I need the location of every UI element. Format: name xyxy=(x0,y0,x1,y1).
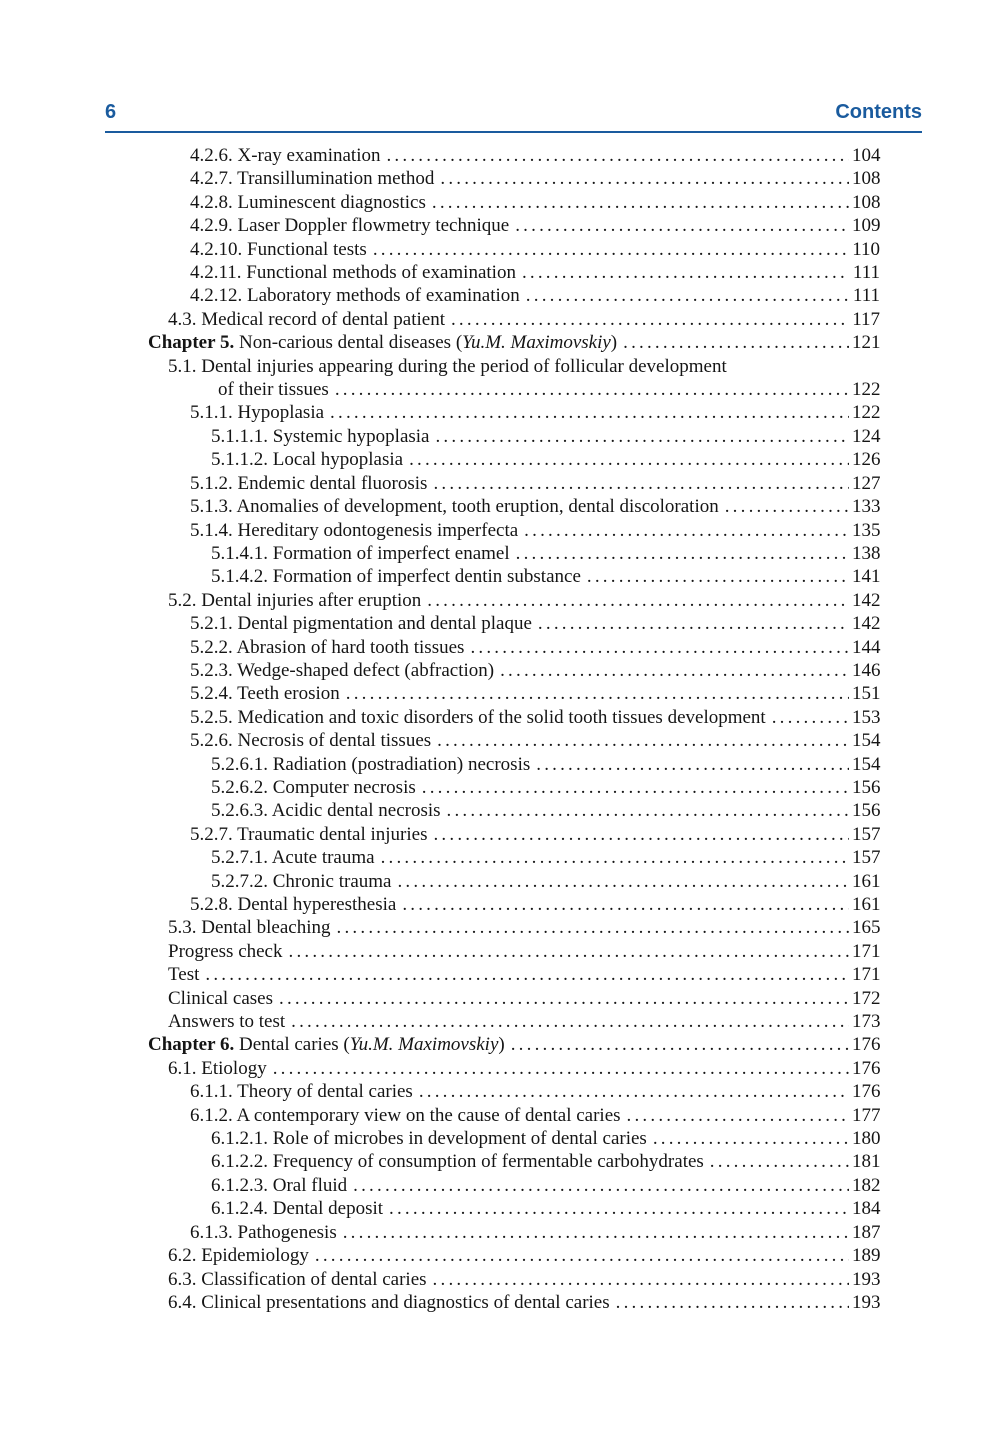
toc-entry-label xyxy=(190,495,719,518)
toc-entry xyxy=(105,729,880,752)
dot-leader xyxy=(451,308,849,331)
toc-entry-segment: 5.2.7. Traumatic dental injuries xyxy=(190,823,428,845)
toc-entry-label xyxy=(211,1197,383,1220)
toc-entry-page: 161 xyxy=(852,894,881,915)
toc-entry-page: 157 xyxy=(852,847,881,869)
toc-entry-page: 189 xyxy=(852,1245,881,1267)
dot-leader xyxy=(432,191,849,214)
dot-leader xyxy=(435,425,849,448)
toc-entry-segment: 6.1.2. A contemporary view on the cause of dental caries xyxy=(190,1104,621,1126)
toc-entry-segment: Dental caries ( xyxy=(234,1034,350,1056)
dot-leader xyxy=(422,776,849,799)
toc-entry-segment: 5.2.7.1. Acute trauma xyxy=(211,847,375,869)
toc-entry xyxy=(105,1268,880,1291)
toc-entry xyxy=(105,753,880,776)
toc-entry-segment: 5.3. Dental bleaching xyxy=(168,917,331,939)
toc-entry-segment: of their tissues xyxy=(218,379,329,401)
dot-leader xyxy=(397,870,849,893)
toc-entry-label xyxy=(211,448,403,471)
toc-entry xyxy=(105,987,880,1010)
toc-entry-segment: 4.2.7. Transillumination method xyxy=(190,168,435,190)
toc-entry-page: 165 xyxy=(852,917,881,939)
dot-leader xyxy=(538,612,849,635)
toc-entry-page: 156 xyxy=(852,800,881,822)
toc-entry-segment: 5.2.6.2. Computer necrosis xyxy=(211,776,416,798)
toc-entry-label xyxy=(148,331,617,354)
toc-entry-segment: 4.2.11. Functional methods of examination xyxy=(190,262,516,284)
toc-entry-label xyxy=(211,565,581,588)
toc-entry-label xyxy=(168,589,421,612)
toc-entry-label xyxy=(211,870,391,893)
toc-entry-segment: 5.2.4. Teeth erosion xyxy=(190,683,340,705)
toc-entry-page: 181 xyxy=(852,1151,881,1173)
toc-entry-label xyxy=(211,846,375,869)
toc-entry xyxy=(105,1197,880,1220)
dot-leader xyxy=(335,378,849,401)
toc-entry-segment: 5.1.1.2. Local hypoplasia xyxy=(211,449,404,471)
toc-entry-segment: 5.1.1.1. Systemic hypoplasia xyxy=(211,425,430,447)
dot-leader xyxy=(373,238,849,261)
toc-entry xyxy=(105,1057,880,1080)
toc-entry-label xyxy=(190,1221,337,1244)
dot-leader xyxy=(353,1174,849,1197)
toc-entry xyxy=(105,823,880,846)
toc-entry-label xyxy=(211,542,510,565)
dot-leader xyxy=(205,963,849,986)
toc-entry xyxy=(105,636,880,659)
toc-entry xyxy=(105,706,880,729)
toc-entry-segment: 5.2.3. Wedge-shaped defect (abfraction) xyxy=(190,659,495,681)
dot-leader xyxy=(291,1010,849,1033)
toc-entry-segment: Progress check xyxy=(168,940,283,962)
toc-entry-page: 142 xyxy=(852,589,881,611)
toc-entry-page: 156 xyxy=(852,776,881,798)
toc-entry-page: 154 xyxy=(852,730,881,752)
dot-leader xyxy=(337,916,849,939)
dot-leader xyxy=(437,729,849,752)
toc-entry-segment: Answers to test xyxy=(168,1011,286,1033)
toc-entry-segment: 5.1.2. Endemic dental fluorosis xyxy=(190,472,428,494)
toc-entry-label xyxy=(168,355,727,378)
toc-entry xyxy=(105,472,880,495)
toc-entry xyxy=(105,331,880,354)
toc-entry-page: 146 xyxy=(852,659,881,681)
toc-entry-label xyxy=(211,1150,704,1173)
toc-entry-page: 141 xyxy=(852,566,881,588)
toc-entry-page: 109 xyxy=(852,215,881,237)
toc-entry-segment: 5.2.6.3. Acidic dental necrosis xyxy=(211,800,441,822)
toc-entry xyxy=(105,378,880,401)
dot-leader xyxy=(772,706,849,729)
toc-entry-segment: Clinical cases xyxy=(168,987,273,1009)
toc-entry xyxy=(105,167,880,190)
dot-leader xyxy=(536,753,849,776)
toc-entry-segment: 6.4. Clinical presentations and diagnostics of dental caries xyxy=(168,1291,610,1313)
toc-entry-segment: 5.2.1. Dental pigmentation and dental plaque xyxy=(190,613,532,635)
toc-entry xyxy=(105,238,880,261)
dot-leader xyxy=(511,1033,849,1056)
toc-entry-segment: 5.1.4.2. Formation of imperfect dentin substance xyxy=(211,566,581,588)
dot-leader xyxy=(522,261,849,284)
header-rule xyxy=(105,131,922,133)
toc-entry-label xyxy=(168,1268,427,1291)
toc-entry-segment: Yu.M. Maximovskiy xyxy=(462,332,611,354)
toc-entry-page: 126 xyxy=(852,449,881,471)
toc-entry-segment: 5.1.1. Hypoplasia xyxy=(190,402,325,424)
toc-entry-segment: 6.1.2.2. Frequency of consumption of fermentable carbohydrates xyxy=(211,1151,704,1173)
toc-entry xyxy=(105,308,880,331)
toc-entry-label xyxy=(168,940,283,963)
toc-entry-page: 154 xyxy=(852,753,881,775)
dot-leader xyxy=(315,1244,849,1267)
toc-entry-page: 177 xyxy=(852,1104,881,1126)
dot-leader xyxy=(433,1268,849,1291)
toc-entry-segment: 4.2.9. Laser Doppler flowmetry technique xyxy=(190,215,510,237)
toc-entry-page: 108 xyxy=(852,191,881,213)
toc-entry-page: 180 xyxy=(852,1128,881,1150)
toc-entry-page: 184 xyxy=(852,1198,881,1220)
dot-leader xyxy=(447,799,849,822)
toc-entry-segment: 5.1. Dental injuries appearing during the period of follicular development xyxy=(168,355,727,377)
dot-leader xyxy=(623,331,849,354)
dot-leader xyxy=(402,893,849,916)
dot-leader xyxy=(627,1104,849,1127)
toc-entry-page: 182 xyxy=(852,1174,881,1196)
toc-entry-label xyxy=(211,1127,647,1150)
toc-entry xyxy=(105,1127,880,1150)
toc-entry xyxy=(105,1033,880,1056)
running-head-title: Contents xyxy=(835,101,922,123)
toc-entry-label xyxy=(190,284,520,307)
toc-entry-label xyxy=(211,425,429,448)
dot-leader xyxy=(515,214,849,237)
toc-entry-label xyxy=(190,238,367,261)
toc-entry-label xyxy=(218,378,329,401)
running-head xyxy=(105,100,922,124)
toc-entry xyxy=(105,519,880,542)
toc-entry xyxy=(105,214,880,237)
toc-entry xyxy=(105,1291,880,1314)
toc-entry-label xyxy=(190,1080,413,1103)
toc-entry xyxy=(105,1104,880,1127)
toc-entry xyxy=(105,870,880,893)
dot-leader xyxy=(289,940,850,963)
toc-entry-label xyxy=(211,1174,347,1197)
toc-entry xyxy=(105,1150,880,1173)
dot-leader xyxy=(710,1150,849,1173)
toc-entry xyxy=(105,1244,880,1267)
toc-entry-label xyxy=(190,659,494,682)
toc-entry-segment: 6.1.1. Theory of dental caries xyxy=(190,1081,413,1103)
toc-entry xyxy=(105,144,880,167)
dot-leader xyxy=(273,1057,849,1080)
toc-entry-label xyxy=(190,612,532,635)
toc-entry-segment: 6.1.2.4. Dental deposit xyxy=(211,1198,384,1220)
toc-entry-page: 122 xyxy=(852,379,881,401)
toc-entry xyxy=(105,191,880,214)
dot-leader xyxy=(526,284,849,307)
toc-entry-label xyxy=(168,1010,285,1033)
toc-entry xyxy=(105,355,880,378)
toc-entry xyxy=(105,1221,880,1244)
toc-entry-page: 127 xyxy=(852,472,881,494)
toc-entry-segment: 5.2.6. Necrosis of dental tissues xyxy=(190,730,432,752)
toc-entry-segment: 5.2.6.1. Radiation (postradiation) necrosis xyxy=(211,753,531,775)
toc-entry-segment: 6.3. Classification of dental caries xyxy=(168,1268,427,1290)
toc-entry-label xyxy=(168,987,273,1010)
toc-entry xyxy=(105,542,880,565)
toc-entry-label xyxy=(190,144,380,167)
toc-entry-label xyxy=(190,706,766,729)
dot-leader xyxy=(427,589,849,612)
toc-entry-label xyxy=(190,729,431,752)
dot-leader xyxy=(616,1291,849,1314)
toc-entry-segment: Non-carious dental diseases ( xyxy=(234,332,463,354)
toc-entry xyxy=(105,916,880,939)
dot-leader xyxy=(346,682,849,705)
dot-leader xyxy=(653,1127,849,1150)
toc-entry-page: 153 xyxy=(852,706,881,728)
toc-entry-page: 193 xyxy=(852,1291,881,1313)
toc-entry xyxy=(105,893,880,916)
toc-entry xyxy=(105,448,880,471)
toc-entry-label xyxy=(190,214,509,237)
toc-entry xyxy=(105,940,880,963)
toc-entry-label xyxy=(190,472,427,495)
toc-entry-page: 117 xyxy=(852,308,880,330)
toc-entry-segment: 4.3. Medical record of dental patient xyxy=(168,308,445,330)
dot-leader xyxy=(330,401,849,424)
toc-entry-page: 161 xyxy=(852,870,881,892)
toc-entry-segment: Chapter 5. xyxy=(148,332,235,354)
toc-entry-label xyxy=(190,636,464,659)
toc-entry xyxy=(105,261,880,284)
toc-entry-label xyxy=(168,308,445,331)
toc-entry-label xyxy=(211,776,416,799)
toc-list xyxy=(105,144,922,1314)
toc-entry-page: 171 xyxy=(852,964,881,986)
toc-entry-label xyxy=(168,1291,610,1314)
toc-entry-segment: 5.2.2. Abrasion of hard tooth tissues xyxy=(190,636,465,658)
toc-entry-label xyxy=(190,401,324,424)
dot-leader xyxy=(419,1080,849,1103)
toc-entry xyxy=(105,589,880,612)
dot-leader xyxy=(279,987,849,1010)
toc-entry xyxy=(105,682,880,705)
toc-entry-segment: Yu.M. Maximovskiy xyxy=(349,1034,499,1056)
toc-entry-page: 187 xyxy=(852,1221,881,1243)
toc-entry xyxy=(105,1010,880,1033)
toc-entry-segment: 4.2.12. Laboratory methods of examination xyxy=(190,285,520,307)
toc-entry-label xyxy=(190,191,426,214)
toc-entry-segment: 4.2.6. X-ray examination xyxy=(190,145,381,166)
toc-entry-page: 133 xyxy=(852,496,881,518)
toc-entry xyxy=(105,612,880,635)
dot-leader xyxy=(470,636,849,659)
dot-leader xyxy=(381,846,849,869)
toc-entry-label xyxy=(190,893,396,916)
toc-entry-label xyxy=(168,963,199,986)
toc-entry-segment: 4.2.8. Luminescent diagnostics xyxy=(190,191,426,213)
toc-entry-segment: 6.1. Etiology xyxy=(168,1057,267,1079)
dot-leader xyxy=(516,542,849,565)
toc-entry xyxy=(105,401,880,424)
toc-entry-segment: Test xyxy=(168,964,200,986)
toc-entry-label xyxy=(190,1104,621,1127)
toc-entry-page: 171 xyxy=(852,940,881,962)
toc-entry-segment: 6.1.3. Pathogenesis xyxy=(190,1221,337,1243)
toc-entry-label xyxy=(211,799,441,822)
toc-entry-label xyxy=(148,1033,505,1056)
toc-entry-label xyxy=(190,519,518,542)
toc-entry xyxy=(105,846,880,869)
toc-entry-segment: 5.2.5. Medication and toxic disorders of the solid tooth tissues development xyxy=(190,706,766,728)
toc-entry-page: 172 xyxy=(852,987,881,1009)
toc-entry-segment: 5.1.3. Anomalies of development, tooth eruption, dental discoloration xyxy=(190,496,719,518)
toc-entry-page: 176 xyxy=(852,1057,881,1079)
toc-entry-segment: 5.2.7.2. Chronic trauma xyxy=(211,870,392,892)
dot-leader xyxy=(725,495,849,518)
toc-entry-page: 122 xyxy=(852,402,881,424)
dot-leader xyxy=(409,448,849,471)
toc-entry-label xyxy=(190,261,516,284)
toc-entry-label xyxy=(168,1057,267,1080)
toc-entry-page: 135 xyxy=(852,519,881,541)
toc-entry-page: 144 xyxy=(852,636,881,658)
toc-entry-label xyxy=(190,682,340,705)
toc-entry-segment: 4.2.10. Functional tests xyxy=(190,238,367,260)
toc-entry-page: 104 xyxy=(852,145,881,166)
dot-leader xyxy=(500,659,849,682)
toc-entry-page: 176 xyxy=(852,1081,881,1103)
toc-entry-label xyxy=(190,167,434,190)
toc-entry-page: 173 xyxy=(852,1011,881,1033)
toc-entry xyxy=(105,425,880,448)
toc-entry-page: 108 xyxy=(852,168,881,190)
toc-entry-page: 111 xyxy=(852,262,880,284)
toc-entry xyxy=(105,1174,880,1197)
toc-entry-segment: 6.2. Epidemiology xyxy=(168,1245,309,1267)
toc-entry-segment: 5.2. Dental injuries after eruption xyxy=(168,589,422,611)
toc-entry-page: 193 xyxy=(852,1268,881,1290)
toc-entry-segment: 5.1.4. Hereditary odontogenesis imperfecta xyxy=(190,519,519,541)
toc-entry-page: 121 xyxy=(852,332,881,354)
dot-leader xyxy=(433,472,849,495)
toc-entry-segment: ) xyxy=(498,1034,505,1056)
toc-entry-page: 138 xyxy=(852,542,881,564)
toc-entry-page: 151 xyxy=(852,683,881,705)
toc-entry-page: 157 xyxy=(852,823,881,845)
toc-entry-label xyxy=(168,916,331,939)
toc-entry-segment: 6.1.2.1. Role of microbes in development of dental caries xyxy=(211,1128,647,1150)
toc-entry xyxy=(105,799,880,822)
toc-entry-segment: ) xyxy=(610,332,618,354)
toc-entry-segment: 5.1.4.1. Formation of imperfect enamel xyxy=(211,542,510,564)
toc-entry xyxy=(105,495,880,518)
dot-leader xyxy=(389,1197,849,1220)
toc-entry-label xyxy=(211,753,530,776)
toc-entry-page: 124 xyxy=(852,425,881,447)
dot-leader xyxy=(524,519,849,542)
toc-entry xyxy=(105,284,880,307)
dot-leader xyxy=(386,144,849,167)
toc-entry-page: 176 xyxy=(852,1034,881,1056)
toc-entry xyxy=(105,565,880,588)
toc-entry xyxy=(105,963,880,986)
dot-leader xyxy=(343,1221,849,1244)
toc-entry-segment: Chapter 6. xyxy=(148,1034,235,1056)
toc-entry-page: 142 xyxy=(852,613,881,635)
dot-leader xyxy=(440,167,849,190)
toc-entry-label xyxy=(168,1244,309,1267)
toc-entry xyxy=(105,776,880,799)
toc-entry xyxy=(105,659,880,682)
toc-entry-page: 111 xyxy=(852,285,880,307)
toc-entry-segment: 5.2.8. Dental hyperesthesia xyxy=(190,894,397,915)
page-number: 6 xyxy=(105,101,117,123)
toc-entry xyxy=(105,1080,880,1103)
toc-entry-segment: 6.1.2.3. Oral fluid xyxy=(211,1174,348,1196)
toc-entry-label xyxy=(190,823,427,846)
dot-leader xyxy=(433,823,849,846)
dot-leader xyxy=(587,565,849,588)
toc-entry-page: 110 xyxy=(852,238,880,260)
